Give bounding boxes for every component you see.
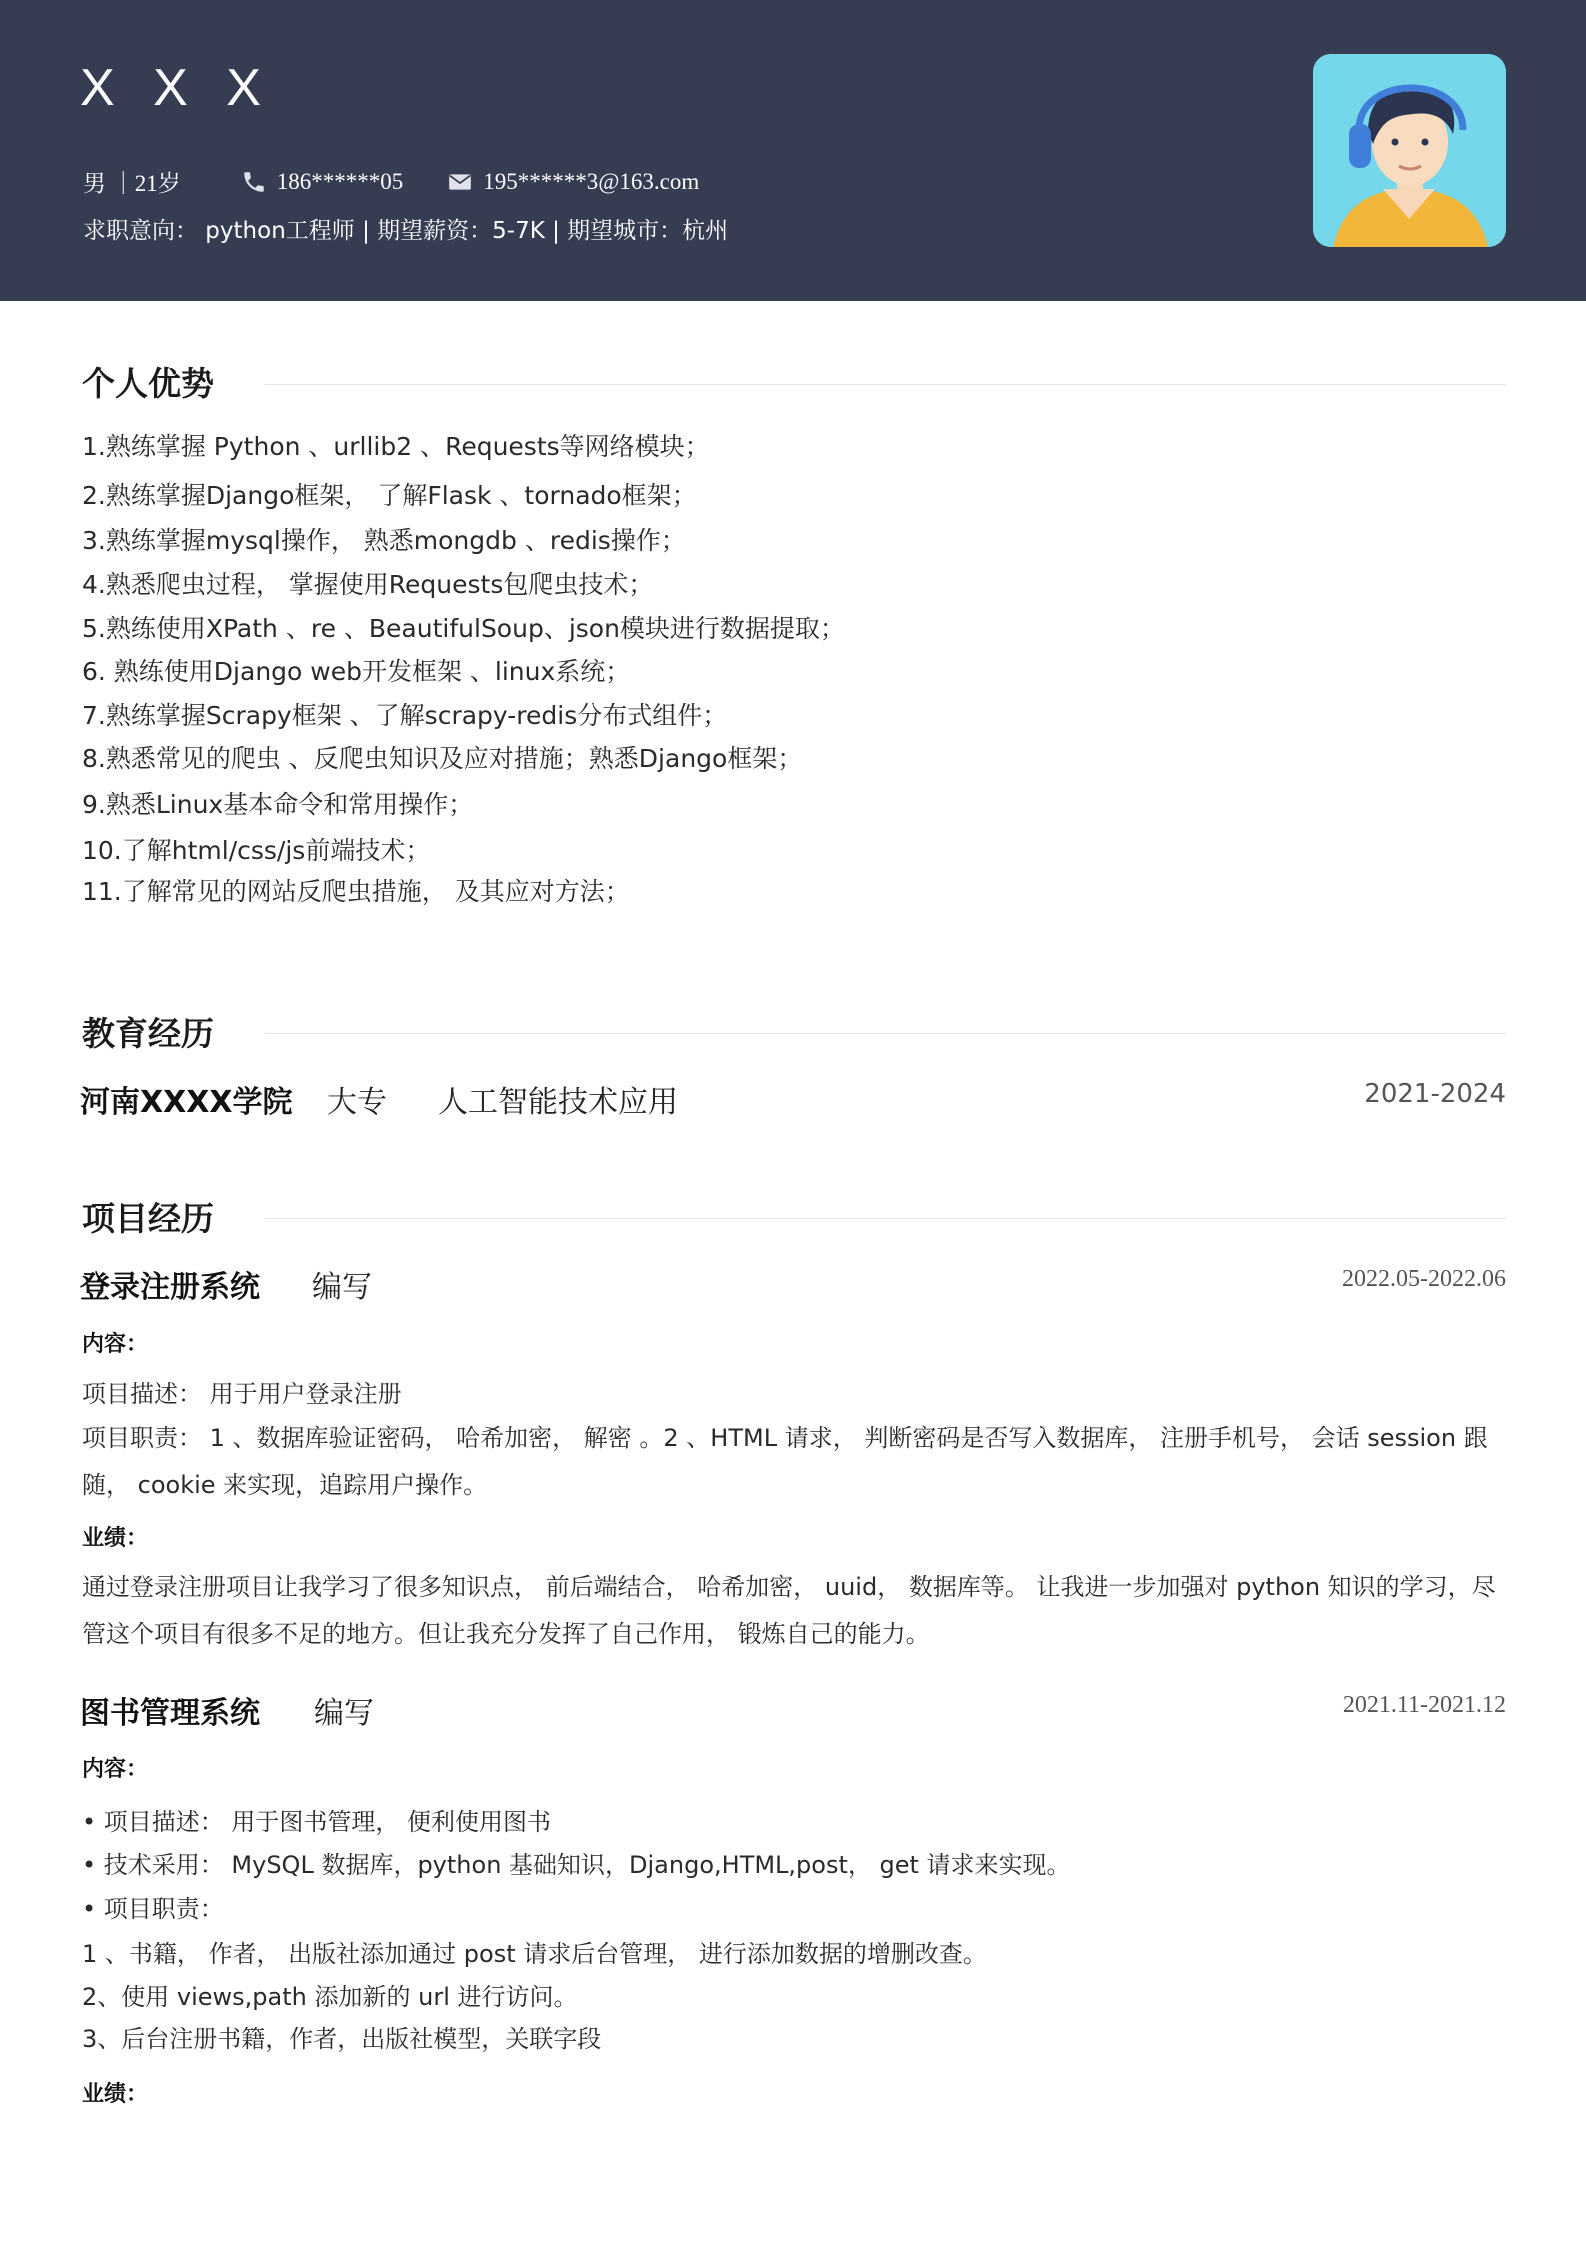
advantage-item: 5.熟练使用XPath 、re 、BeautifulSoup、json模块进行数据提取；	[82, 614, 845, 643]
section-divider	[265, 1218, 1506, 1219]
project-description: 项目描述： 用于用户登录注册	[82, 1380, 402, 1408]
advantage-item: 3.熟练掌握mysql操作， 熟悉mongdb 、redis操作；	[82, 526, 686, 555]
advantage-item: 8.熟悉常见的爬虫 、反爬虫知识及应对措施；熟悉Django框架；	[82, 744, 803, 773]
achievement-label: 业绩：	[82, 1526, 149, 1551]
project-role: 编写	[312, 1270, 372, 1305]
resume-header	[0, 0, 1586, 301]
basic-info-row	[83, 165, 699, 198]
job-intent: 求职意向： python工程师 | 期望薪资：5-7K | 期望城市：杭州	[83, 218, 729, 244]
avatar	[1313, 54, 1506, 247]
advantage-item: 6. 熟练使用Django web开发框架 、linux系统；	[82, 657, 631, 686]
section-divider	[265, 1033, 1506, 1034]
project-line: 3、后台注册书籍，作者，出版社模型，关联字段	[82, 2025, 602, 2053]
project-line: 1 、书籍， 作者， 出版社添加通过 post 请求后台管理， 进行添加数据的增删改查。	[82, 1940, 987, 1968]
project-duties: 项目职责： 1 、数据库验证密码， 哈希加密， 解密 。2 、HTML 请求， 判断密码是否写入数据库， 注册手机号， 会话 session 跟随， cookie 来实现，追踪用户操作。	[82, 1424, 1488, 1499]
project-line: 2、使用 views,path 添加新的 url 进行访问。	[82, 1983, 578, 2011]
achievement-label: 业绩：	[82, 2082, 149, 2107]
advantage-item: 1.熟练掌握 Python 、urllib2 、Requests等网络模块；	[82, 432, 710, 461]
project-name: 登录注册系统	[80, 1270, 260, 1305]
project-date: 2021.11-2021.12	[1342, 1692, 1506, 1718]
project-achievement: 通过登录注册项目让我学习了很多知识点， 前后端结合， 哈希加密， uuid， 数据库等。 让我进一步加强对 python 知识的学习，尽管这个项目有很多不足的地方。但让我充分发挥了自己作用， 锻炼自己的能力。	[82, 1573, 1496, 1648]
gender-age: 男 ｜21岁	[83, 171, 181, 196]
project-date: 2022.05-2022.06	[1342, 1266, 1506, 1292]
section-title-advantages: 个人优势	[82, 364, 214, 403]
content-label: 内容：	[82, 1757, 149, 1782]
advantage-item: 11.了解常见的网站反爬虫措施， 及其应对方法；	[82, 877, 630, 906]
project-line: • 项目描述： 用于图书管理， 便利使用图书	[82, 1808, 552, 1836]
degree: 大专	[327, 1085, 387, 1120]
candidate-name: X X X	[80, 59, 273, 117]
school-name: 河南XXXX学院	[80, 1085, 293, 1120]
phone-icon	[241, 169, 267, 195]
advantage-item: 2.熟练掌握Django框架， 了解Flask 、tornado框架；	[82, 481, 697, 510]
advantage-item: 4.熟悉爬虫过程， 掌握使用Requests包爬虫技术；	[82, 570, 654, 599]
phone-number: 186******05	[276, 168, 404, 194]
section-title-projects: 项目经历	[82, 1199, 214, 1238]
content-label: 内容：	[82, 1332, 149, 1357]
project-line: • 项目职责：	[82, 1895, 224, 1923]
advantage-item: 9.熟悉Linux基本命令和常用操作；	[82, 790, 474, 819]
section-divider	[265, 384, 1506, 385]
education-date: 2021-2024	[1364, 1079, 1506, 1109]
project-name: 图书管理系统	[80, 1696, 260, 1731]
section-title-education: 教育经历	[82, 1014, 214, 1053]
project-line: • 技术采用： MySQL 数据库，python 基础知识，Django,HTML,post， get 请求来实现。	[82, 1851, 1071, 1879]
education-entry	[80, 1077, 1506, 1120]
email-address: 195******3@163.com	[483, 168, 700, 194]
project-role: 编写	[314, 1696, 374, 1731]
avatar-illustration	[1313, 54, 1506, 247]
advantage-item: 7.熟练掌握Scrapy框架 、了解scrapy-redis分布式组件；	[82, 701, 728, 730]
email-icon	[447, 169, 473, 195]
advantage-item: 10.了解html/css/js前端技术；	[82, 836, 431, 865]
major: 人工智能技术应用	[438, 1085, 678, 1120]
